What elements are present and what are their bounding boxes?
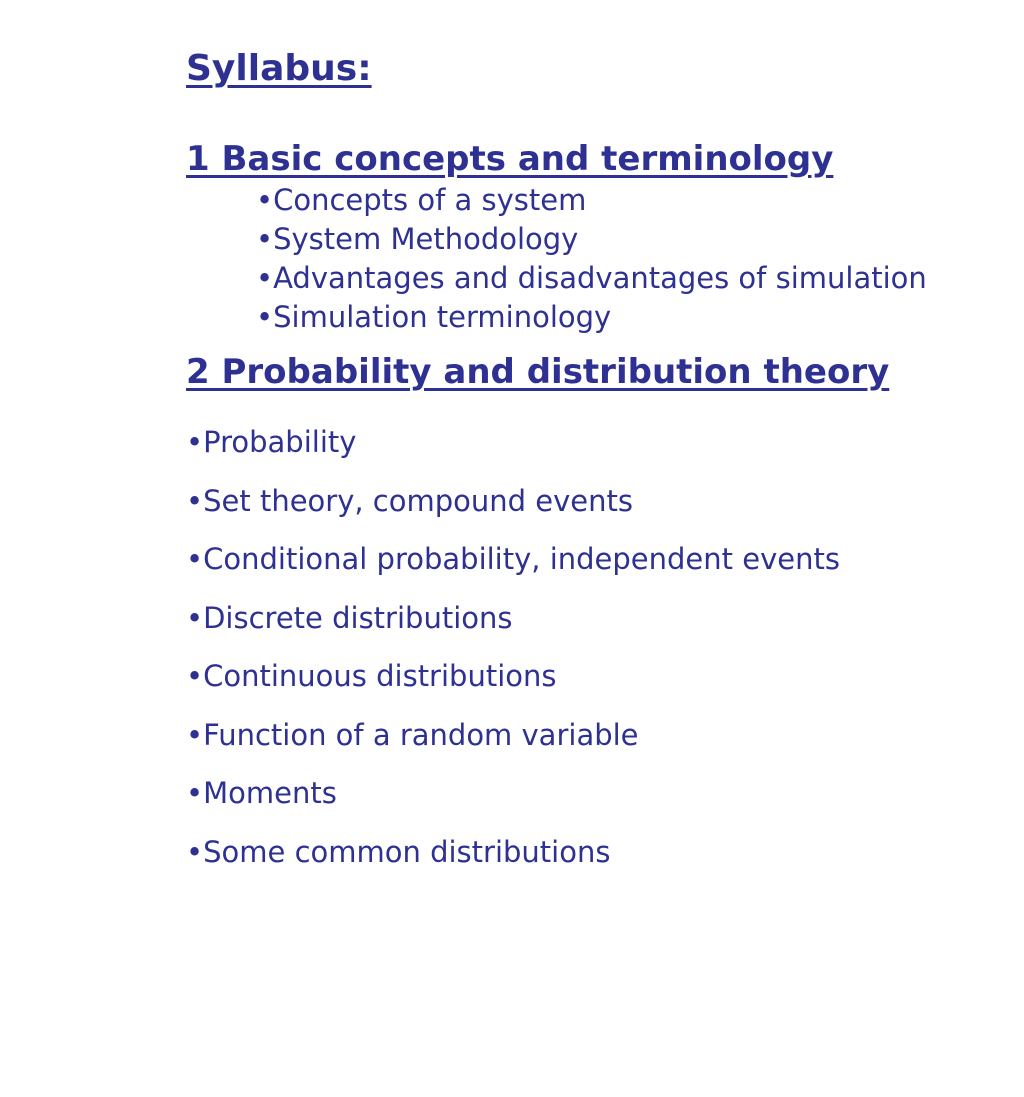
list-item: •Some common distributions — [186, 834, 611, 869]
list-item: •Set theory, compound events — [186, 483, 633, 518]
list-item: •Probability — [186, 425, 357, 459]
section-heading-probability: 2 Probability and distribution theory — [186, 352, 890, 392]
basic-concepts-list — [256, 181, 927, 337]
list-item: •Moments — [186, 776, 337, 810]
list-item: •Function of a random variable — [186, 717, 639, 752]
list-item: •Conditional probability, independent events — [186, 542, 840, 576]
section-heading-basic-concepts: 1 Basic concepts and terminology — [186, 139, 834, 179]
list-item: •System Methodology — [256, 222, 579, 256]
page-title: Syllabus: — [186, 48, 372, 89]
list-item: •Concepts of a system — [256, 183, 587, 217]
list-item: •Advantages and disadvantages of simulation — [256, 261, 927, 295]
list-item: •Continuous distributions — [186, 659, 557, 693]
list-item: •Simulation terminology — [256, 300, 612, 334]
list-item: •Discrete distributions — [186, 600, 513, 635]
probability-list — [186, 413, 840, 881]
